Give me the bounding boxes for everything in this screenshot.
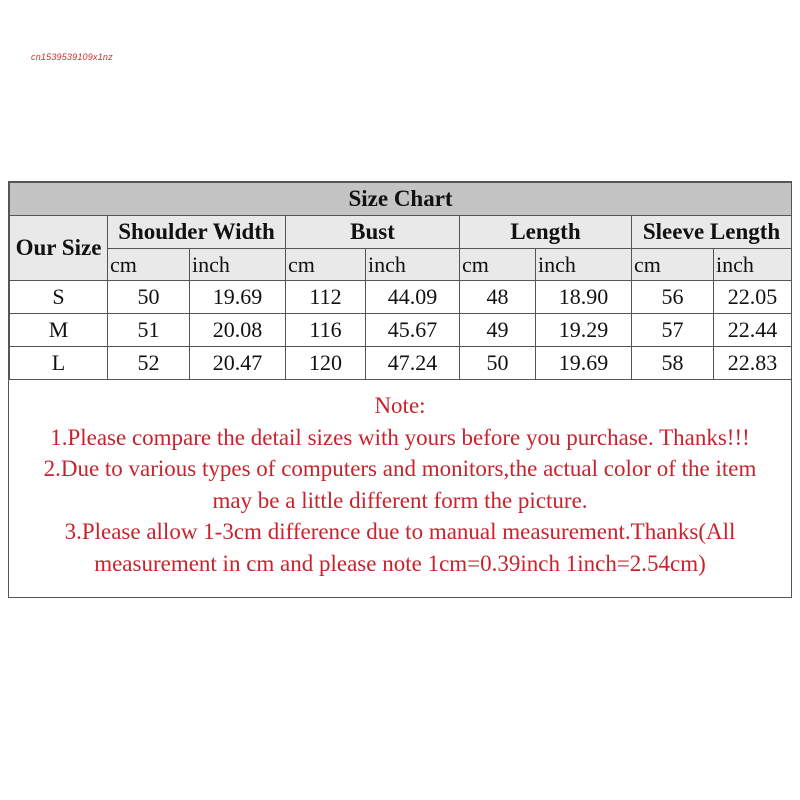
table-cell: 19.69 (536, 347, 632, 380)
group-header-shoulder-width: Shoulder Width (108, 216, 286, 249)
note-line-2-continued: may be a little different form the picture. (212, 487, 588, 513)
group-header-sleeve-length: Sleeve Length (632, 216, 792, 249)
unit-header: cm (286, 249, 366, 281)
table-cell: 44.09 (366, 281, 460, 314)
table-cell: 56 (632, 281, 714, 314)
table-row (10, 347, 792, 380)
note-line-2: 2.Due to various types of computers and monitors,the actual color of the item (43, 456, 757, 481)
table-cell: 116 (286, 314, 366, 347)
table-cell: 22.44 (714, 314, 792, 347)
note-line-3: 3.Please allow 1-3cm difference due to manual measurement.Thanks(All (64, 519, 736, 544)
table-cell: 20.47 (190, 347, 286, 380)
table-cell: 52 (108, 347, 190, 380)
table-cell: 18.90 (536, 281, 632, 314)
size-cell: S (10, 281, 108, 314)
table-cell: 20.08 (190, 314, 286, 347)
unit-header: inch (714, 249, 792, 281)
table-row (10, 281, 792, 314)
group-header-bust: Bust (286, 216, 460, 249)
table-cell: 112 (286, 281, 366, 314)
table-cell: 45.67 (366, 314, 460, 347)
table-cell: 22.05 (714, 281, 792, 314)
note-line-3-continued: measurement in cm and please note 1cm=0.39inch 1inch=2.54cm) (94, 550, 706, 576)
group-header-length: Length (460, 216, 632, 249)
size-chart (8, 181, 792, 598)
table-cell: 120 (286, 347, 366, 380)
unit-header: inch (190, 249, 286, 281)
table-row (10, 314, 792, 347)
table-title: Size Chart (10, 183, 792, 216)
unit-header: inch (366, 249, 460, 281)
table-cell: 50 (108, 281, 190, 314)
table-cell: 58 (632, 347, 714, 380)
table-cell: 48 (460, 281, 536, 314)
table-cell: 19.29 (536, 314, 632, 347)
table-cell: 51 (108, 314, 190, 347)
size-cell: M (10, 314, 108, 347)
table-cell: 19.69 (190, 281, 286, 314)
unit-header: inch (536, 249, 632, 281)
our-size-header: Our Size (10, 216, 108, 281)
table-cell: 57 (632, 314, 714, 347)
table-cell: 47.24 (366, 347, 460, 380)
note-heading: Note: (374, 393, 426, 418)
notes-section (9, 390, 791, 579)
size-table (9, 182, 792, 380)
note-line-1: 1.Please compare the detail sizes with yours before you purchase. Thanks!!! (50, 424, 750, 450)
table-cell: 50 (460, 347, 536, 380)
unit-header: cm (460, 249, 536, 281)
table-cell: 49 (460, 314, 536, 347)
table-cell: 22.83 (714, 347, 792, 380)
unit-header: cm (632, 249, 714, 281)
unit-header: cm (108, 249, 190, 281)
size-cell: L (10, 347, 108, 380)
watermark-text: cn1539539109x1nz (31, 52, 113, 62)
